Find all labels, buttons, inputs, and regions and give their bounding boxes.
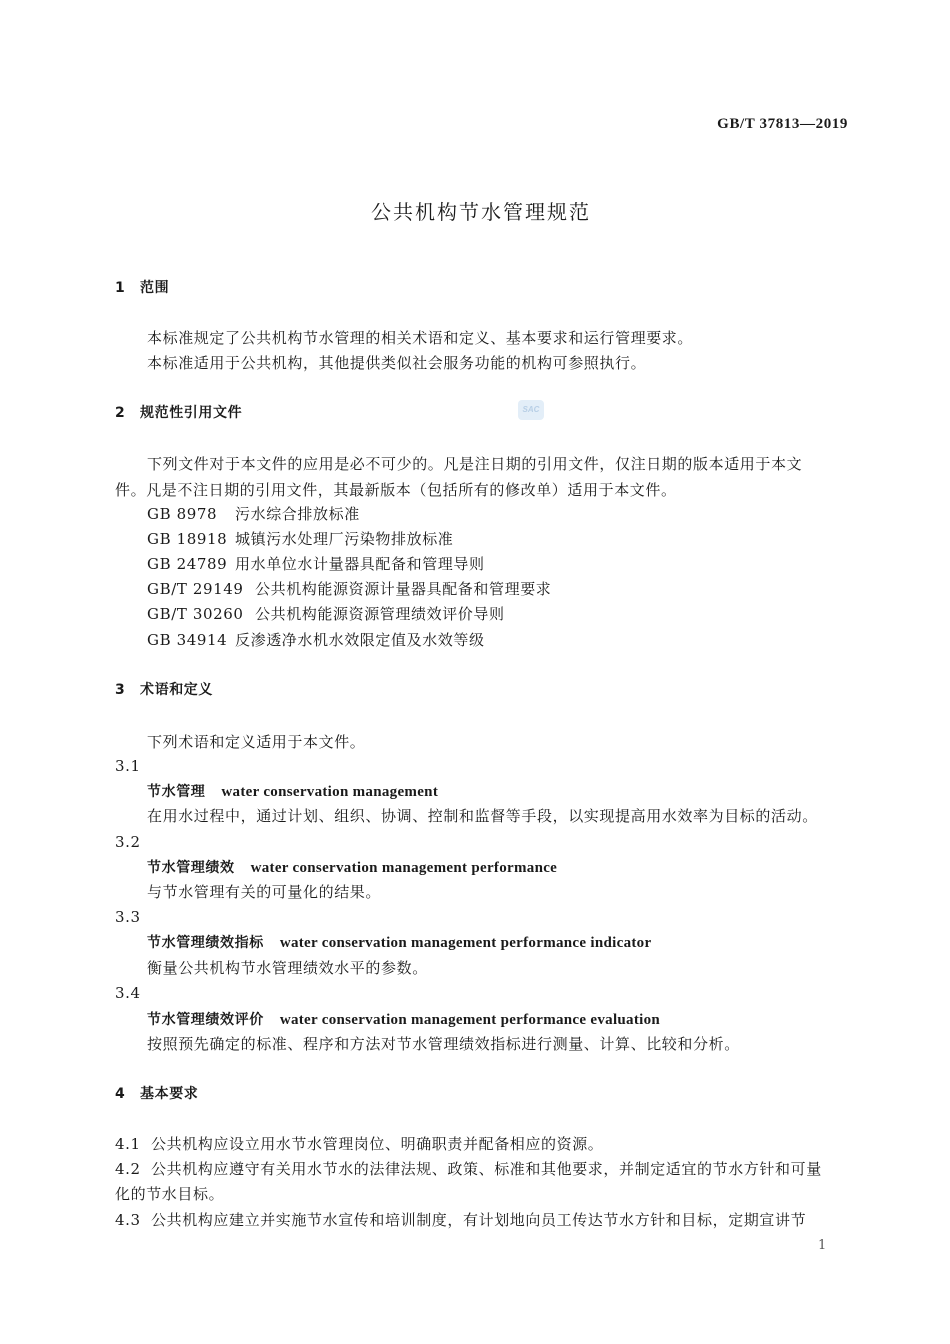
paragraph: 下列术语和定义适用于本文件。	[147, 733, 366, 751]
term-en: water conservation management performance indicator	[279, 935, 652, 951]
clause	[115, 1134, 603, 1154]
ref-code: GB 34914	[147, 631, 228, 649]
reference-item	[147, 554, 485, 574]
ref-title: 用水单位水计量器具配备和管理导则	[235, 555, 485, 573]
sac-watermark-logo: SAC	[518, 400, 544, 420]
reference-item	[147, 504, 360, 524]
clause-number: 4.3	[115, 1211, 141, 1229]
ref-code: GB/T 29149	[147, 580, 244, 598]
section-title: 规范性引用文件	[140, 405, 243, 421]
section-title: 范围	[140, 280, 170, 296]
clause-text: 公共机构应建立并实施节水宣传和培训制度，有计划地向员工传达节水方针和目标，定期宣讲节	[151, 1211, 807, 1229]
term-en: water conservation management performance	[250, 860, 558, 876]
reference-item	[147, 579, 551, 599]
section-2-heading	[115, 403, 242, 423]
section-number: 4	[115, 1086, 126, 1102]
clause	[115, 1210, 806, 1230]
term-number: 3.3	[115, 908, 141, 926]
ref-code: GB 8978	[147, 505, 218, 523]
term-definition: 按照预先确定的标准、程序和方法对节水管理绩效指标进行测量、计算、比较和分析。	[147, 1035, 740, 1053]
paragraph: 件。凡是不注日期的引用文件，其最新版本（包括所有的修改单）适用于本文件。	[115, 481, 677, 499]
section-number: 3	[115, 682, 126, 698]
section-3-heading	[115, 680, 213, 700]
section-1-heading	[115, 278, 169, 298]
term	[147, 781, 438, 802]
ref-code: GB 24789	[147, 555, 228, 573]
term	[147, 1009, 660, 1030]
term-definition: 衡量公共机构节水管理绩效水平的参数。	[147, 959, 428, 977]
term	[147, 857, 557, 878]
page-number: 1	[818, 1238, 827, 1253]
section-title: 基本要求	[140, 1086, 199, 1102]
reference-item	[147, 604, 505, 624]
term-zh: 节水管理绩效指标	[147, 935, 264, 951]
paragraph: 下列文件对于本文件的应用是必不可少的。凡是注日期的引用文件，仅注日期的版本适用于本文	[147, 455, 803, 473]
term-en: water conservation management performance evaluation	[279, 1012, 661, 1028]
term-number: 3.4	[115, 984, 141, 1002]
clause	[115, 1159, 822, 1179]
term-definition: 在用水过程中，通过计划、组织、协调、控制和监督等手段，以实现提高用水效率为目标的活动。	[147, 807, 818, 825]
section-number: 1	[115, 280, 126, 296]
term-number: 3.1	[115, 757, 141, 775]
standard-number: GB/T 37813—2019	[717, 116, 848, 132]
ref-title: 反渗透净水机水效限定值及水效等级	[235, 631, 485, 649]
ref-title: 公共机构能源资源管理绩效评价导则	[255, 605, 505, 623]
clause-number: 4.2	[115, 1160, 141, 1178]
term-zh: 节水管理绩效评价	[147, 1012, 264, 1028]
clause-text: 公共机构应遵守有关用水节水的法律法规、政策、标准和其他要求，并制定适宜的节水方针和可量	[151, 1160, 822, 1178]
page-title: 公共机构节水管理规范	[371, 200, 591, 224]
clause-continuation: 化的节水目标。	[115, 1185, 225, 1203]
ref-title: 城镇污水处理厂污染物排放标准	[235, 530, 454, 548]
term-number: 3.2	[115, 833, 141, 851]
term-definition: 与节水管理有关的可量化的结果。	[147, 883, 382, 901]
section-number: 2	[115, 405, 126, 421]
section-4-heading	[115, 1084, 198, 1104]
clause-text: 公共机构应设立用水节水管理岗位、明确职责并配备相应的资源。	[151, 1135, 604, 1153]
reference-item	[147, 529, 453, 549]
term	[147, 932, 651, 953]
term-zh: 节水管理绩效	[147, 860, 235, 876]
ref-code: GB/T 30260	[147, 605, 244, 623]
paragraph: 本标准规定了公共机构节水管理的相关术语和定义、基本要求和运行管理要求。	[147, 329, 694, 347]
ref-title: 公共机构能源资源计量器具配备和管理要求	[255, 580, 552, 598]
term-zh: 节水管理	[147, 784, 206, 800]
paragraph: 本标准适用于公共机构，其他提供类似社会服务功能的机构可参照执行。	[147, 354, 647, 372]
term-en: water conservation management	[221, 784, 439, 800]
ref-title: 污水综合排放标准	[235, 505, 360, 523]
ref-code: GB 18918	[147, 530, 228, 548]
reference-item	[147, 630, 485, 650]
clause-number: 4.1	[115, 1135, 141, 1153]
section-title: 术语和定义	[140, 682, 213, 698]
